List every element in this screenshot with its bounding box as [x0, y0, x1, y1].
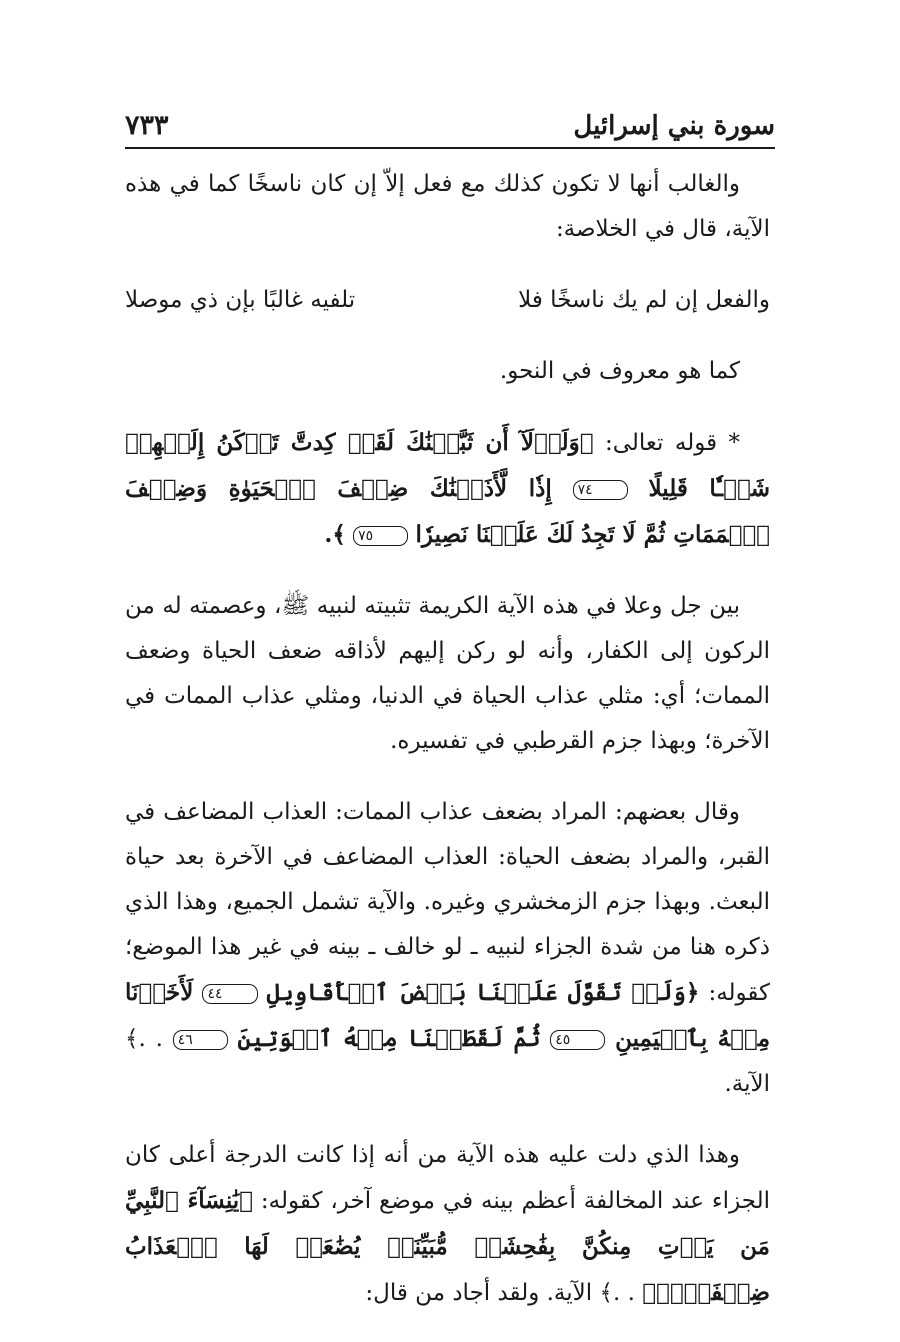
paragraph-grammar-note: والغالب أنها لا تكون كذلك مع فعل إلاّ إن كان ناسخًا كما في هذه الآية، قال في الخلاصة: — [125, 171, 770, 242]
paragraph-ending: . .﴾ الآية. ولقد أجاد من قال: — [365, 1280, 635, 1306]
quran-text: إِذٗا لَّأَذَقۡنَٰكَ ضِعۡفَ ٱلۡحَيَوٰةِ وَضِعۡفَ ٱلۡمَمَاتِ ثُمَّ لَا تَجِدُ لَكَ عَلَيۡنَا نَصِيرٗا — [125, 475, 770, 548]
ayah-number-marker: ٤٤ — [202, 984, 257, 1004]
ayah-number-marker: ٤٥ — [550, 1030, 605, 1050]
verse-second-hemistich: تلفيه غالبًا بإن ذي موصلا — [125, 287, 356, 313]
quran-text: ثُمَّ لَقَطَعۡنَا مِنۡهُ ٱلۡوَتِينَ — [237, 1025, 541, 1052]
paragraph-verse-quote — [125, 420, 770, 558]
verse-intro: * قوله تعالى: — [605, 430, 741, 456]
paragraph-nahw-note: كما هو معروف في النحو. — [499, 358, 740, 384]
quran-text: لَأَخَذۡنَا مِنۡهُ بِٱلۡيَمِينِ — [125, 979, 771, 1052]
surah-title: سورة بني إسرائيل — [573, 111, 775, 141]
page-number: ٧٣٣ — [125, 110, 169, 141]
paragraph-degree-note — [125, 1133, 770, 1316]
page-body — [125, 162, 770, 1342]
paragraph-other-view — [125, 790, 770, 1107]
paragraph-text: وقال بعضهم: المراد بضعف عذاب الممات: العذاب المضاعف في القبر، والمراد بضعف الحياة: العذاب المضاعف في الآخرة بعد حياة البعث. وبهذا جزم الزمخشري وغيره. والآية تشمل الجميع، وهذا الذي ذكره هنا من شدة الجزاء لنبيه ـ لو خالف ـ بينه في غير هذا الموضع؛ كقوله: — [125, 799, 771, 1006]
ayah-number-marker: ٧٤ — [573, 480, 628, 500]
poetry-verse — [125, 278, 770, 323]
quran-text: ﴿وَلَوۡ تَقَوَّلَ عَلَيۡنَا بَعۡضَ ٱلۡأَقَاوِيلِ — [266, 979, 700, 1006]
quran-text: ﴿يَٰنِسَآءَ ٱلنَّبِيِّ مَن يَأۡتِ مِنكُنَّ بِفَٰحِشَةٖ مُّبَيِّنَةٖ يُضَٰعَفۡ لَهَا ٱلۡعَذَابُ ضِعۡفَيۡنِۚ — [125, 1187, 770, 1306]
quran-closing-bracket: . .﴾ الآية. — [125, 1026, 770, 1097]
ayah-number-marker: ٤٦ — [173, 1030, 228, 1050]
paragraph-commentary: بين جل وعلا في هذه الآية الكريمة تثبيته لنبيه ﷺ، وعصمته له من الركون إلى الكفار، وأنه لو ركن إليهم لأذاقه ضعف الحياة وضعف الممات؛ أي: مثلي عذاب الحياة في الدنيا، ومثلي عذاب الممات في الآخرة؛ وبهذا جزم القرطبي في تفسيره. — [125, 593, 770, 754]
verse-first-hemistich: والفعل إن لم يك ناسخًا فلا — [518, 287, 770, 313]
quran-text: ﴿وَلَوۡلَآ أَن ثَبَّتۡنَٰكَ لَقَدۡ كِدتَّ تَرۡكَنُ إِلَيۡهِمۡ شَيۡـٔٗا قَلِيلًا — [125, 429, 771, 502]
page-header — [125, 95, 775, 149]
quran-closing-bracket: ﴾. — [324, 521, 346, 548]
paragraph-text: وهذا الذي دلت عليه هذه الآية من أنه إذا كانت الدرجة أعلى كان الجزاء عند المخالفة أعظم بينه في موضع آخر، كقوله: — [125, 1142, 771, 1214]
ayah-number-marker: ٧٥ — [353, 526, 408, 546]
